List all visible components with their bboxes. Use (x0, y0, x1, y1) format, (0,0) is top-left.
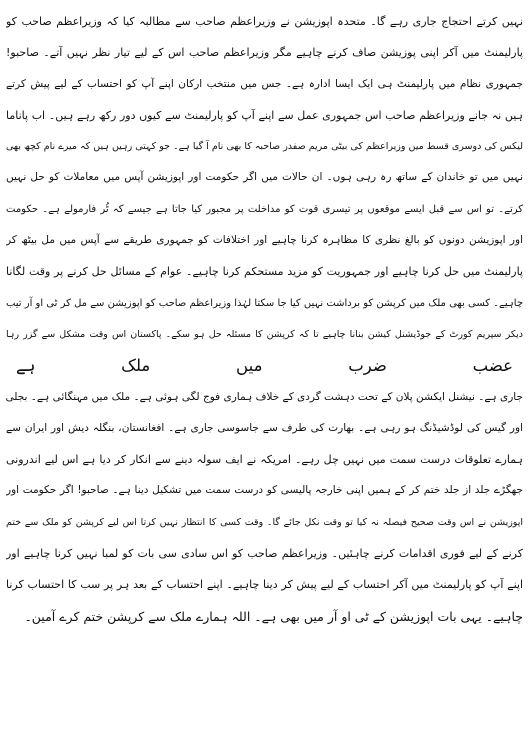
spread-words-line (6, 350, 523, 381)
text-line: نہیں میں تو خاندان کے ساتھ رہ رہی ہوں۔ ان حالات میں اگر حکومت اور اپوزیشن آپس میں معاملات کو حل نہیں (6, 171, 523, 184)
text-line: ہمارے تعلوقات درست سمت میں نہیں چل رہے۔ امریکہ نے ایف سولہ دینے سے انکار کر دیا ہے اس لیے اندرونی (6, 453, 523, 467)
spread-word: عضب (472, 356, 513, 376)
article-body (6, 6, 523, 632)
text-line: دیکر سپریم کورٹ کے جوڈیشنل کیشن بنانا چاہیے تا کہ کرپشن کا مسئلہ حل ہو سکے۔ پاکستان اس وقت مشکل سے گزر رہا (6, 328, 523, 340)
text-line: لیکس کی دوسری قسط میں وزیراعظم کی بیٹی مریم صفدر صاحبہ کا بھی نام آ گیا ہے۔ جو کہتی رہیں ہیں کہ میرے نام کچھ بھی (6, 141, 523, 153)
text-line: ہیں نہ جانے وزیراعظم صاحب اس جمہوری عمل سے اپنے آپ کو پارلیمنٹ سے کیوں دور رکھ رہے ہیں۔ اب پاناما (6, 108, 523, 122)
text-line: پارلیمنٹ میں حل کرنا چاہیے اور جمہوریت کو مزید مستحکم کرنا چاہیے۔ عوام کے مسائل حل کرنے پر وقت لگانا (6, 265, 523, 279)
text-line: اپوزیشن نے اس وقت صحیح فیصلہ نہ کیا تو وقت نکل جائے گا۔ وقت کسی کا انتظار نہیں کرتا اس لیے کرپشن کو ملک سے ختم (6, 516, 523, 528)
spread-word: میں (236, 356, 263, 376)
text-line: جاری ہے۔ نیشنل ایکشن پلان کے تحت دہشت گردی کے خلاف ہماری فوج لگی ہوئی ہے۔ ملک میں مہنگائی ہے۔ بجلی (6, 390, 523, 403)
text-line: جھگڑے جلد از جلد ختم کر کے ہمیں اپنی خارجہ پالیسی کو درست سمت میں تشکیل دینا ہے۔ صاحبو! اگر حکومت اور (6, 484, 523, 497)
spread-word: ضرب (348, 356, 387, 376)
spread-word: ہے (16, 356, 36, 376)
text-line: چاہیے۔ کسی بھی ملک میں کرپشن کو برداشت نہیں کیا جا سکتا لہٰذا وزیراعظم صاحب کو اپوزیشن سے مل کر ٹی او آر تیب (6, 297, 523, 309)
text-line: اپنے آپ کو پارلیمنٹ میں آکر احتساب کے لیے پیش کر دینا چاہیے۔ اپنے احتساب کے بعد ہر پر سب کا احتساب کرنا (6, 578, 523, 592)
text-line: اور اپوزیشن دونوں کو بالغ نظری کا مظاہرہ کرنا چاہیے اور اختلافات کو جمہوری طریقے سے آپس میں مل بیٹھ کر (6, 234, 523, 247)
text-line-final: چاہیے۔ یہی بات اپوزیشن کے ٹی او آر میں بھی ہے۔ اللہ ہمارے ملک سے کرپشن ختم کرے آمین۔ (24, 608, 523, 624)
spread-word: ملک (121, 356, 151, 376)
text-line: نہیں کرتے احتجاج جاری رہے گا۔ متحدہ اپوزیشن نے وزیراعظم صاحب سے مطالبہ کیا کہ وزیراعظم صاحب کو (6, 15, 523, 28)
text-line: جمہوری نظام میں پارلیمنٹ ہی ایک ایسا ادارہ ہے۔ جس میں منتخب ارکان اپنے آپ کو احتساب کے لیے پیش کرتے (6, 77, 523, 90)
text-line: کرنے کے لیے فوری اقدامات کرنے چاہئیں۔ وزیراعظم صاحب کو اس سادی سی بات کو لمبا نہیں کرنا چاہیے اور (6, 547, 523, 561)
text-line: کرتے۔ تو اس سے قبل ایسے موقعوں پر تیسری قوت کو مداخلت پر مجبور کیا جاتا ہے جیسے کہ ٹُر فارمولے ہے۔ حکومت (6, 203, 523, 215)
text-line: اور گیس کی لوڈشیڈنگ ہو رہی ہے۔ بھارت کی طرف سے جاسوسی جاری ہے۔ افغانستان، بنگلہ دیش اور ایران سے (6, 421, 523, 434)
text-line: پارلیمنٹ میں آکر اپنی پوزیشن صاف کرنے چاہیے مگر وزیراعظم صاحب اس کے لیے تیار نظر نہیں آتے۔ صاحبو! (6, 46, 523, 60)
